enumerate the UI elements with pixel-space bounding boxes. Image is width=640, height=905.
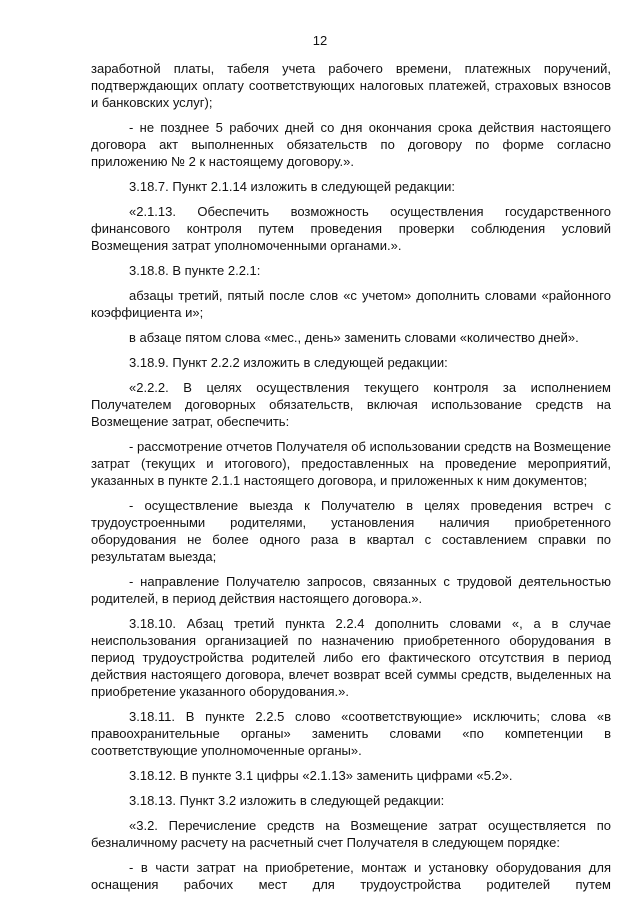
paragraph: в абзаце пятом слова «мес., день» заменить словами «количество дней». [129,330,579,345]
page-number: 12 [312,33,328,48]
paragraph: «3.2. Перечисление средств на Возмещение затрат осуществляется по безналичному расчету на расчетный счет Получателя в следующем порядке: [91,818,611,850]
paragraph: - рассмотрение отчетов Получателя об использовании средств на Возмещение затрат (текущих и итогового), предоставленных на проведение мероприятий, указанных в пункте 2.1.1 настоящего договора, и приложенных к ним документов; [91,439,611,488]
paragraph: заработной платы, табеля учета рабочего времени, платежных поручений, подтверждающих оплату соответствующих налоговых платежей, страховых взносов и банковских услуг); [91,61,611,110]
paragraph: - осуществление выезда к Получателю в целях проведения встреч с трудоустроенными родителями, установления наличия приобретенного оборудования не более одного раза в квартал с составлением справки по результатам выезда; [91,498,611,564]
paragraph: 3.18.7. Пункт 2.1.14 изложить в следующей редакции: [129,179,456,194]
paragraph: - в части затрат на приобретение, монтаж и установку оборудования для оснащения рабочих мест для трудоустройства родителей путем [91,860,611,892]
paragraph: - не позднее 5 рабочих дней со дня окончания срока действия настоящего договора акт выполненных обязательств по договору по форме согласно приложению № 2 к настоящему договору.». [91,120,611,169]
paragraph: «2.2.2. В целях осуществления текущего контроля за исполнением Получателем договорных обязательств, включая использование средств на Возмещение затрат, обеспечить: [91,380,611,429]
paragraph: 3.18.10. Абзац третий пункта 2.2.4 дополнить словами «, а в случае неиспользования организацией по назначению приобретенного оборудования в период трудоустройства родителей либо его фактического отсутствия в период действия настоящего договора, влечет возврат всей суммы средств, выделенных на приобретение указанного оборудования.». [91,616,611,699]
paragraph: 3.18.12. В пункте 3.1 цифры «2.1.13» заменить цифрами «5.2». [129,768,513,783]
paragraph: 3.18.11. В пункте 2.2.5 слово «соответствующие» исключить; слова «в правоохранительные органы» заменить словами «по компетенции в соответствующие уполномоченные органы». [91,709,611,758]
paragraph: 3.18.9. Пункт 2.2.2 изложить в следующей редакции: [129,355,448,370]
paragraph: - направление Получателю запросов, связанных с трудовой деятельностью родителей, в период действия настоящего договора.». [91,574,611,606]
paragraph: «2.1.13. Обеспечить возможность осуществления государственного финансового контроля путем проведения проверки соблюдения условий Возмещения затрат уполномоченными органами.». [91,204,611,253]
paragraph: 3.18.13. Пункт 3.2 изложить в следующей редакции: [129,793,445,808]
document-body [91,60,611,893]
paragraph: 3.18.8. В пункте 2.2.1: [129,263,261,278]
paragraph: абзацы третий, пятый после слов «с учетом» дополнить словами «районного коэффициента и»; [91,288,611,320]
